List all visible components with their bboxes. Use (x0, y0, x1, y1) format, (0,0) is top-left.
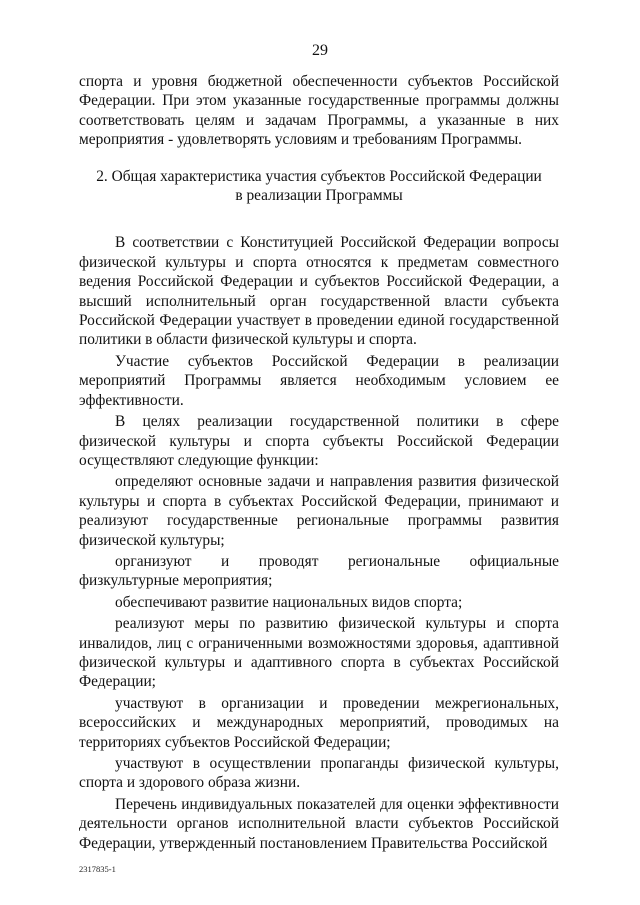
participation-paragraph: Участие субъектов Российской Федерации в реализации мероприятий Программы является необходимым условием ее эффективности. (79, 352, 559, 409)
function-item: реализуют меры по развитию физической культуры и спорта инвалидов, лиц с ограниченными возможностями здоровья, адаптивной физической культуры и адаптивного спорта в субъектах Российской Федерации; (79, 615, 559, 691)
section-title-line-1: 2. Общая характеристика участия субъектов Российской Федерации (96, 167, 542, 185)
function-item: обеспечивают развитие национальных видов спорта; (115, 593, 463, 611)
functions-intro-paragraph: В целях реализации государственной политики в сфере физической культуры и спорта субъекты Российской Федерации осуществляют следующие функции: (79, 413, 559, 469)
function-item: участвуют в организации и проведении межрегиональных, всероссийских и международных мероприятий, проводимых на территориях субъектов Российской Федерации; (79, 694, 559, 751)
function-item: участвуют в осуществлении пропаганды физической культуры, спорта и здорового образа жизни. (79, 755, 559, 792)
constitution-paragraph: В соответствии с Конституцией Российской Федерации вопросы физической культуры и спорта относятся к предметам совместного ведения Российской Федерации и субъектов Российской Федерации, а высший исполнительный орган государственной власти субъекта Российской Федерации участвует в проведении единой государственной политики в области физической культуры и спорта. (79, 234, 559, 349)
function-item: организуют и проводят региональные официальные физкультурные мероприятия; (79, 552, 559, 590)
section-title-line-2: в реализации Программы (235, 187, 403, 205)
page-number: 29 (312, 42, 328, 59)
document-code: 2317835-1 (79, 864, 116, 874)
document-body (79, 72, 559, 853)
function-item: определяют основные задачи и направления развития физической культуры и спорта в субъектах Российской Федерации, принимают и реализуют государственные региональные программы развития физической культуры; (79, 473, 559, 549)
indicators-paragraph: Перечень индивидуальных показателей для оценки эффективности деятельности органов исполнительной власти субъектов Российской Федерации, утвержденный постановлением Правительства Российской (79, 795, 559, 852)
intro-paragraph: спорта и уровня бюджетной обеспеченности субъектов Российской Федерации. При этом указанные государственные программы должны соответствовать целям и задачам Программы, а указанные в них мероприятия - удовлетворять условиям и требованиям Программы. (79, 73, 559, 149)
section-title (79, 167, 559, 206)
